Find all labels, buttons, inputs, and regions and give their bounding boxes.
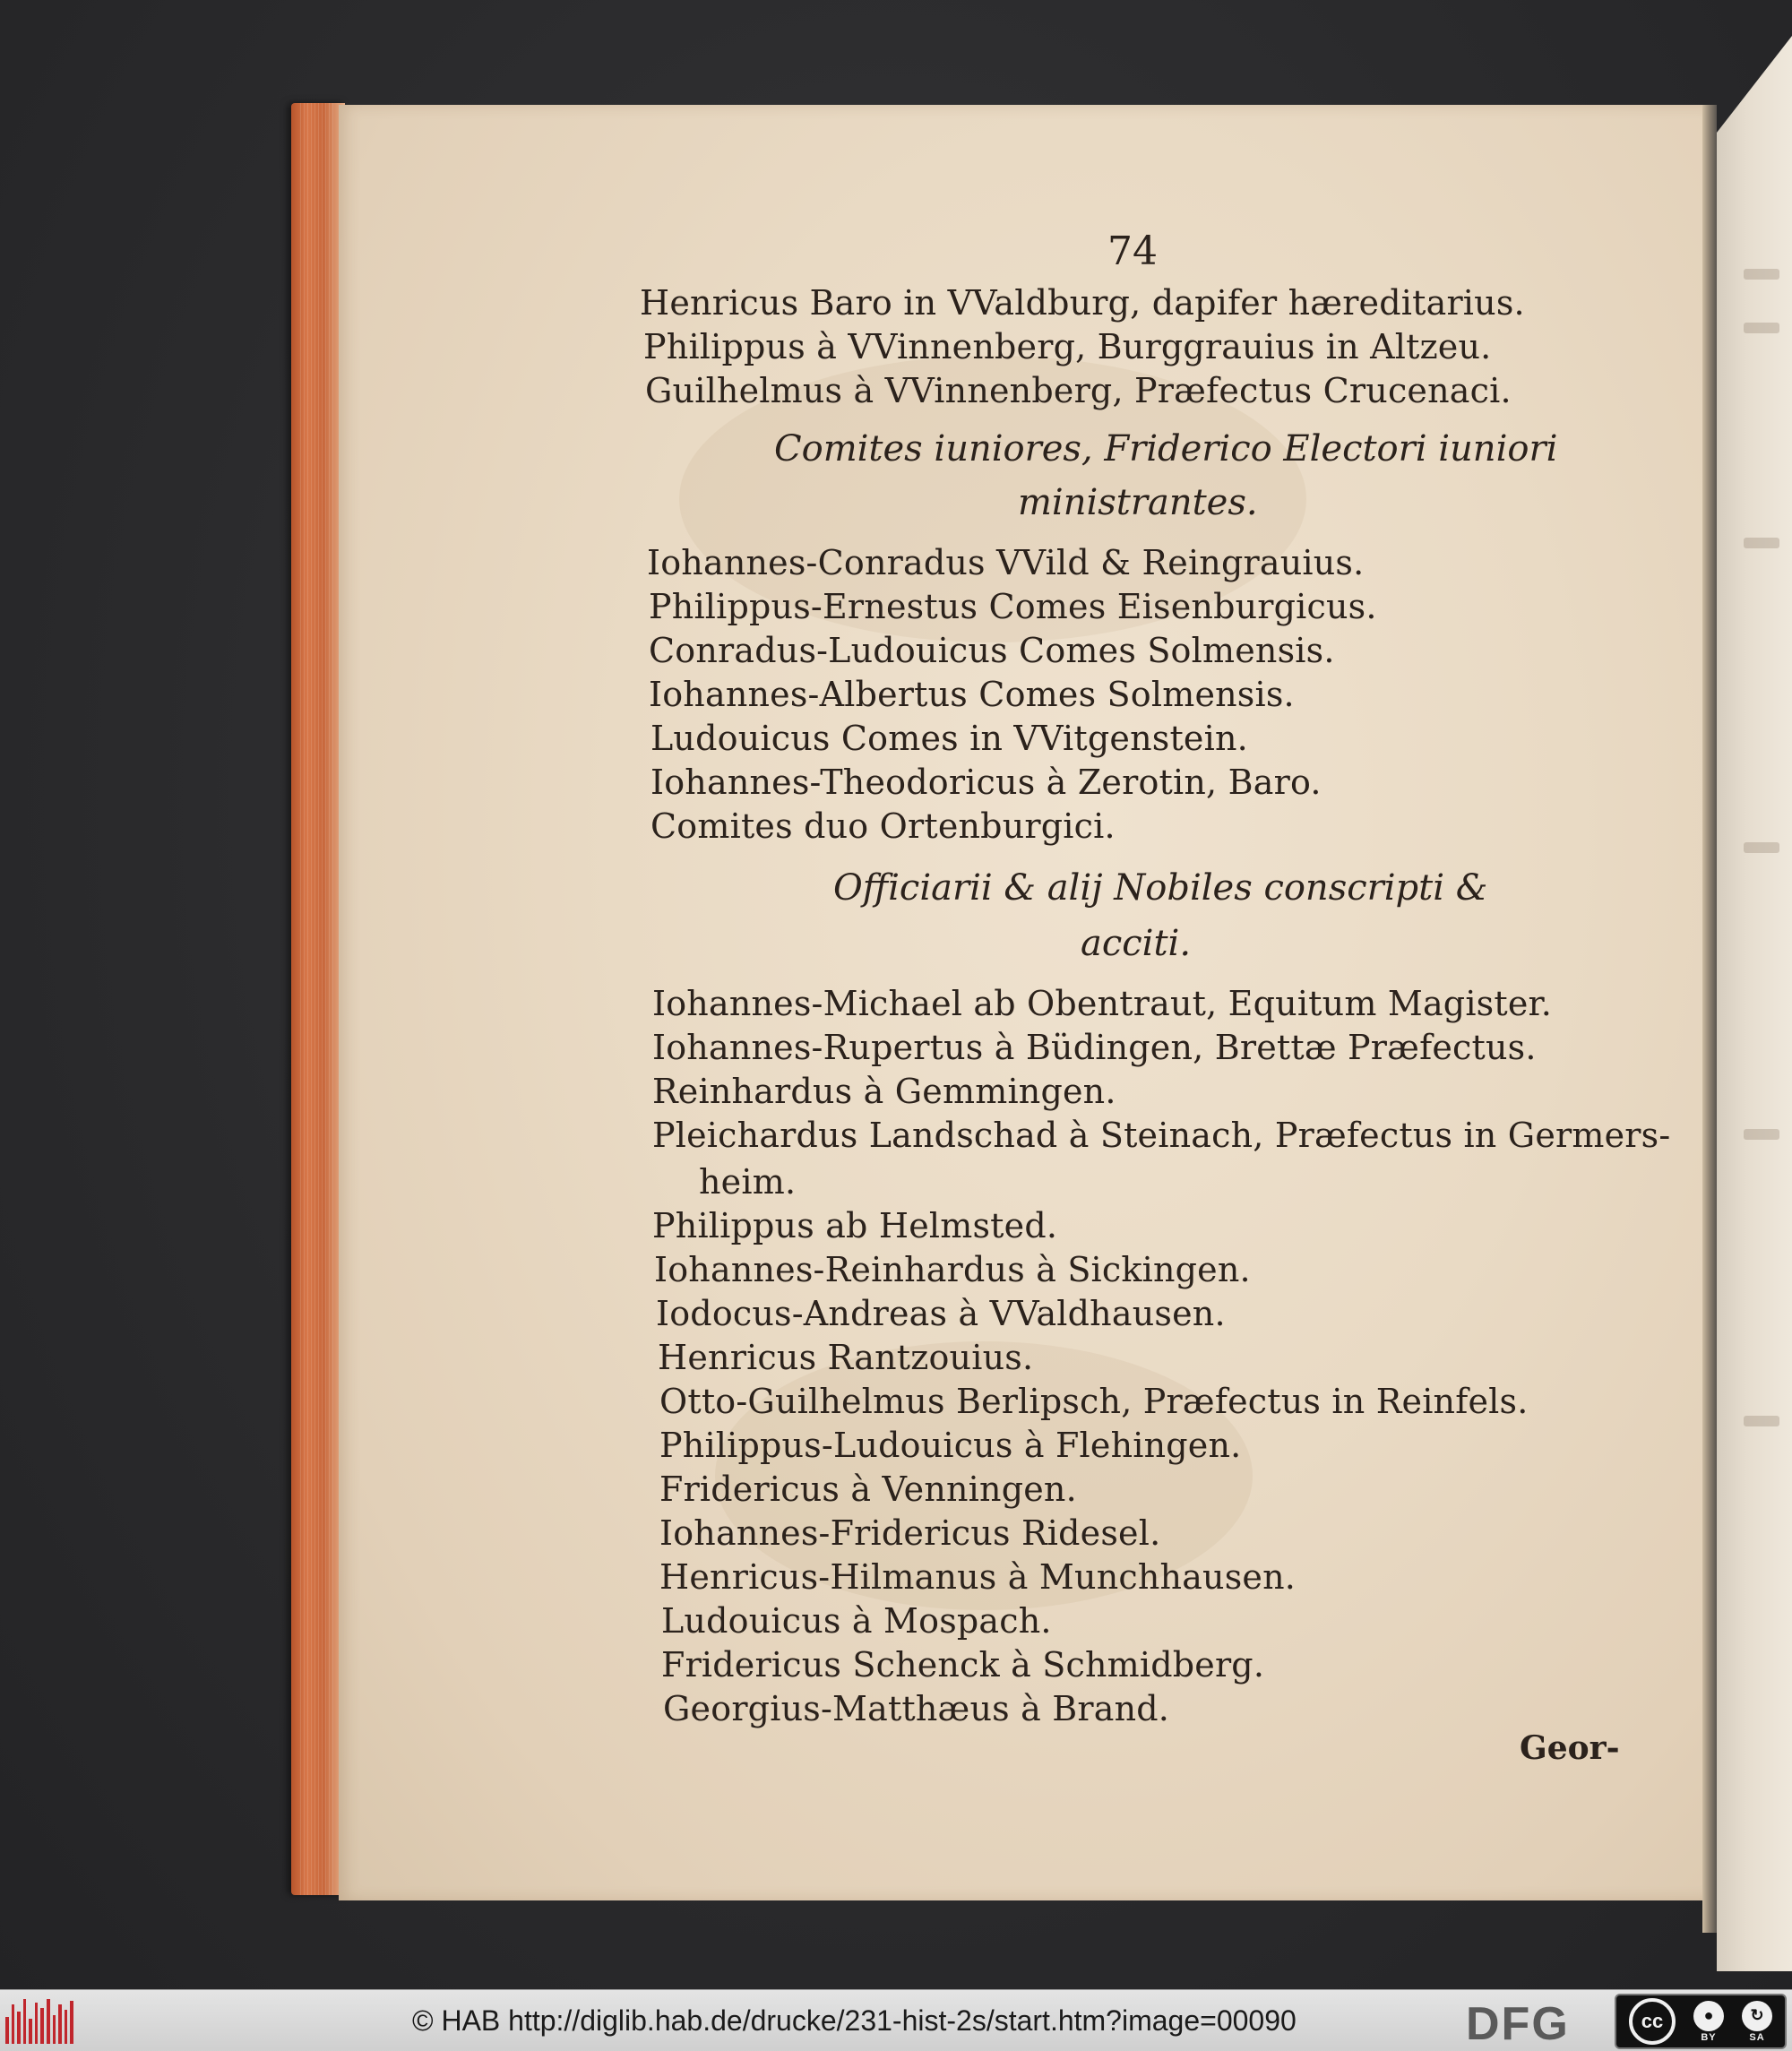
text-line: Iohannes-Fridericus Ridesel.	[659, 1513, 1161, 1553]
cc-license-badge[interactable]	[1615, 1994, 1787, 2049]
text-line: Iohannes-Michael ab Obentraut, Equitum Magister.	[652, 984, 1553, 1023]
text-line: Ludouicus à Mospach.	[661, 1601, 1052, 1641]
section-heading: Officiarii & alij Nobiles conscripti &	[833, 867, 1488, 909]
text-line: Fridericus Schenck à Schmidberg.	[661, 1645, 1265, 1685]
sa-icon	[1742, 2001, 1772, 2043]
text-line: Iohannes-Albertus Comes Solmensis.	[649, 675, 1295, 714]
text-line: Iohannes-Reinhardus à Sickingen.	[654, 1250, 1251, 1289]
viewer-footer	[0, 1989, 1792, 2051]
section-heading: Comites iuniores, Friderico Electori iuniori	[774, 428, 1558, 470]
text-line: Henricus Rantzouius.	[658, 1338, 1034, 1377]
footer-citation-link[interactable]: © HAB http://diglib.hab.de/drucke/231-hist-2s/start.htm?image=00090	[412, 2004, 1297, 2037]
text-line: heim.	[699, 1162, 797, 1202]
catchword: Geor-	[1520, 1729, 1620, 1767]
share-alike-icon: ↻	[1742, 2001, 1772, 2031]
by-icon	[1693, 2001, 1724, 2043]
text-line: Philippus ab Helmsted.	[652, 1206, 1058, 1245]
dfg-logo[interactable]: DFG	[1466, 1998, 1570, 2050]
text-line: Reinhardus à Gemmingen.	[652, 1072, 1116, 1111]
text-line: Henricus Baro in VValdburg, dapifer hæreditarius.	[640, 283, 1525, 323]
text-line: Pleichardus Landschad à Steinach, Præfectus in Germers-	[652, 1116, 1671, 1155]
hab-barcode-logo-icon[interactable]	[5, 1999, 73, 2044]
person-icon: ●	[1693, 2001, 1724, 2031]
text-line: Henricus-Hilmanus à Munchhausen.	[659, 1557, 1297, 1597]
text-line: Iohannes-Conradus VVild & Reingrauius.	[647, 543, 1365, 582]
text-line: Georgius-Matthæus à Brand.	[663, 1689, 1170, 1728]
text-line: Iodocus-Andreas à VValdhausen.	[656, 1294, 1226, 1333]
text-line: Iohannes-Theodoricus à Zerotin, Baro.	[650, 763, 1322, 802]
text-line: Fridericus à Venningen.	[659, 1469, 1077, 1509]
next-page-edge	[1717, 36, 1792, 1971]
text-line: Philippus-Ludouicus à Flehingen.	[659, 1426, 1242, 1465]
section-heading: ministrantes.	[1018, 482, 1258, 523]
text-line: Comites duo Ortenburgici.	[650, 806, 1116, 846]
text-line: Iohannes-Rupertus à Büdingen, Brettæ Præfectus.	[652, 1028, 1537, 1067]
sa-label: SA	[1749, 2031, 1765, 2043]
page-number: 74	[1107, 228, 1158, 274]
text-line: Ludouicus Comes in VVitgenstein.	[650, 719, 1248, 758]
text-line: Philippus à VVinnenberg, Burggrauius in Altzeu.	[643, 327, 1492, 366]
by-label: BY	[1701, 2031, 1717, 2043]
text-line: Otto-Guilhelmus Berlipsch, Præfectus in Reinfels.	[659, 1382, 1529, 1421]
text-line: Conradus-Ludouicus Comes Solmensis.	[649, 631, 1335, 670]
section-heading: acciti.	[1081, 923, 1192, 964]
cc-icon: cc	[1629, 1998, 1676, 2045]
book-fore-edge	[291, 103, 345, 1895]
text-line: Philippus-Ernestus Comes Eisenburgicus.	[649, 587, 1377, 626]
book-gutter	[1702, 105, 1717, 1933]
text-line: Guilhelmus à VVinnenberg, Præfectus Crucenaci.	[645, 371, 1512, 410]
